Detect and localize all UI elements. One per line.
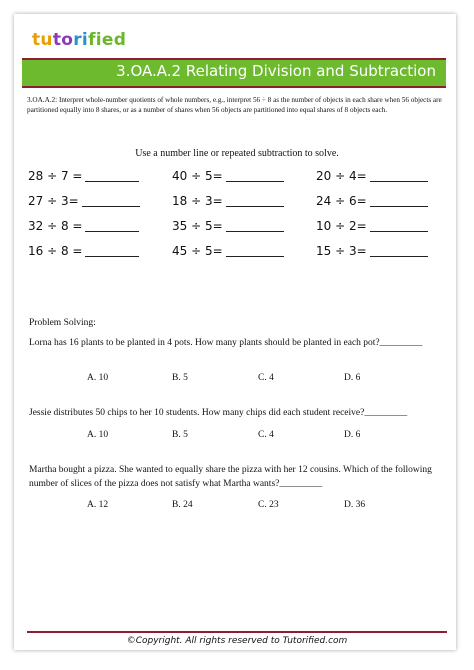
option-b[interactable]: B. 24 [172, 500, 193, 510]
problem-8: 35 ÷ 5= [172, 219, 284, 233]
problem-3: 20 ÷ 4= [316, 169, 428, 183]
answer-blank[interactable] [85, 219, 139, 232]
problem-10: 16 ÷ 8 = [28, 244, 139, 258]
answer-blank[interactable] [226, 194, 284, 207]
answer-blank[interactable] [370, 219, 428, 232]
problem-12: 15 ÷ 3= [316, 244, 428, 258]
answer-blank[interactable] [226, 244, 284, 257]
answer-blank[interactable] [85, 244, 139, 257]
word-problem-3: Martha bought a pizza. She wanted to equally share the pizza with her 12 cousins. Which of the following number of slices of the pizza does not satisfy what Martha wants?_________ [29, 465, 432, 489]
option-a[interactable]: A. 10 [87, 373, 109, 383]
problem-1: 28 ÷ 7 = [28, 169, 139, 183]
answer-blank[interactable] [370, 169, 428, 182]
problem-5: 18 ÷ 3= [172, 194, 284, 208]
instruction-text: Use a number line or repeated subtraction to solve. [135, 148, 339, 159]
problem-9: 10 ÷ 2= [316, 219, 428, 233]
problem-2: 40 ÷ 5= [172, 169, 284, 183]
option-c[interactable]: C. 4 [258, 430, 274, 440]
footer-divider [27, 631, 447, 633]
word-problem-2: Jessie distributes 50 chips to her 10 students. How many chips did each student receive?_________ [29, 408, 408, 418]
word-problem-1: Lorna has 16 plants to be planted in 4 pots. How many plants should be planted in each pot?_________ [29, 338, 423, 348]
problem-solving-heading: Problem Solving: [29, 318, 96, 328]
answer-blank[interactable] [370, 244, 428, 257]
option-b[interactable]: B. 5 [172, 373, 188, 383]
answer-blank[interactable] [85, 169, 139, 182]
option-d[interactable]: D. 36 [344, 500, 366, 510]
answer-blank[interactable] [226, 169, 284, 182]
problem-11: 45 ÷ 5= [172, 244, 284, 258]
answer-blank[interactable] [226, 219, 284, 232]
standard-description: 3.OA.A.2: Interpret whole-number quotients of whole numbers, e.g., interpret 56 ÷ 8 as the number of objects in each share when 56 objects are partitioned equally into 8 shares, or as a number of shares when 56 objects are partitioned into equal shares of 8 objects each. [27, 96, 442, 114]
problem-7: 32 ÷ 8 = [28, 219, 139, 233]
title-banner [22, 58, 446, 88]
option-d[interactable]: D. 6 [344, 430, 361, 440]
option-a[interactable]: A. 12 [87, 500, 109, 510]
option-c[interactable]: C. 4 [258, 373, 274, 383]
problem-6: 24 ÷ 6= [316, 194, 428, 208]
answer-blank[interactable] [82, 194, 140, 207]
option-b[interactable]: B. 5 [172, 430, 188, 440]
copyright-text: ©Copyright. All rights reserved to Tutorified.com [126, 636, 348, 646]
answer-blank[interactable] [370, 194, 428, 207]
option-a[interactable]: A. 10 [87, 430, 109, 440]
tutorified-logo: tutorified [32, 30, 127, 50]
worksheet-title: 3.OA.A.2 Relating Division and Subtraction [116, 62, 436, 80]
problem-4: 27 ÷ 3= [28, 194, 140, 208]
option-d[interactable]: D. 6 [344, 373, 361, 383]
option-c[interactable]: C. 23 [258, 500, 279, 510]
